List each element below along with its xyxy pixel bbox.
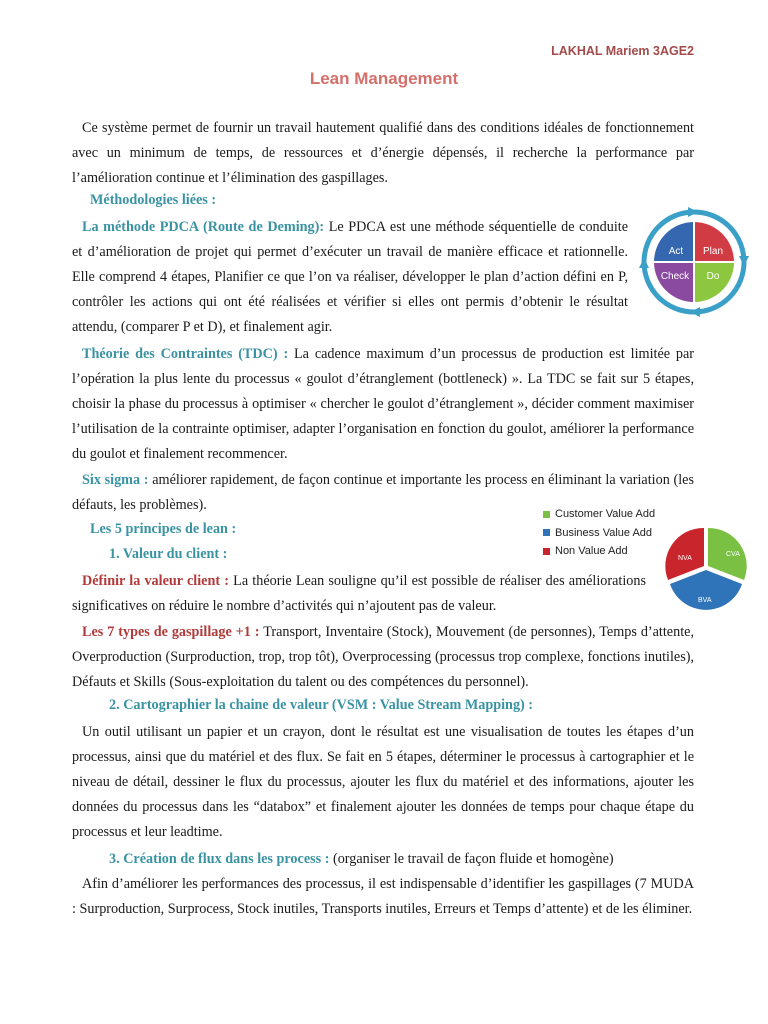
principle-1-heading: 1. Valeur du client : [109,546,228,562]
principle-3-line [109,847,694,872]
principle-3-heading: 3. Création de flux dans les process : [109,851,330,867]
legend-swatch-nva [543,548,550,555]
tdc-title: Théorie des Contraintes (TDC) : [82,346,289,362]
author-label: LAKHAL Mariem 3AGE2 [551,44,694,58]
value-chart-legend [543,505,655,561]
pdca-paragraph [72,215,628,340]
pdca-cycle-diagram [638,206,750,318]
legend-item-cva: Customer Value Add [543,505,655,524]
methodologies-heading: Méthodologies liées : [90,192,217,208]
pdca-title: La méthode PDCA (Route de Deming): [82,219,325,235]
value-pie-chart [658,522,754,614]
principle-3-tail: (organiser le travail de façon fluide et homogène) [329,851,614,867]
gaspillage-text: Transport, Inventaire (Stock), Mouvement (de personnes), Temps d’attente, Overproduction (Surproduction, trop, trop tôt), Overprocessing (processus trop complexe, fonctions inutiles), Défauts et Skills (Sous-exploitation du talent ou des compétences du personnel). [72,624,694,691]
valeur-title: Définir la valeur client : [82,573,229,589]
valeur-text: La théorie Lean souligne qu’il est possible de réaliser des améliorations significatives on réduire le nombre d’activités qui n’ajoutent pas de valeur. [72,573,646,615]
legend-swatch-bva [543,529,550,536]
legend-item-bva: Business Value Add [543,524,655,543]
gaspillage-title: Les 7 types de gaspillage +1 : [82,624,260,640]
principles-heading: Les 5 principes de lean : [90,521,237,537]
pdca-act-label: Act [668,246,684,257]
pdca-do-label: Do [706,271,720,282]
principle-2-heading: 2. Cartographier la chaine de valeur (VSM : Value Stream Mapping) : [109,697,534,713]
pdca-check-label: Check [660,271,690,282]
legend-swatch-cva [543,511,550,518]
intro-paragraph: Ce système permet de fournir un travail hautement qualifié dans des conditions idéales de fonctionnement avec un minimum de temps, de ressources et d’énergie dépensés, il recherche la performance par l’amélioration continue et l’élimination des gaspillages. [72,120,694,187]
pie-label-bva: BVA [698,597,712,604]
tdc-paragraph [72,342,694,467]
sixsigma-title: Six sigma : [82,472,149,488]
sixsigma-text: améliorer rapidement, de façon continue et importante les process en éliminant la variation (les défauts, les problèmes). [72,472,694,514]
gaspillage-paragraph [72,620,694,695]
flux-paragraph: Afin d’améliorer les performances des processus, il est indispensable d’identifier les gaspillages (7 MUDA : Surproduction, Surprocess, Stock inutiles, Transports inutiles, Erreurs et Temps d’attente) et de les éliminer. [72,876,694,918]
pdca-plan-label: Plan [702,246,724,257]
pie-label-cva: CVA [726,551,740,558]
valeur-paragraph [72,569,646,619]
pie-slice-nva [665,528,704,580]
pdca-text: Le PDCA est une méthode séquentielle de conduite et d’amélioration de projet qui permet d’exécuter un travail de manière efficace et rationnelle. Elle comprend 4 étapes, Planifier ce que l’on va réaliser, développer le plan d’action défini en P, contrôler les actions qui ont été réalisées et vérifier si elles ont permis d’obtenir le résultat attendu, (comparer P et D), et finalement agir. [72,219,629,336]
vsm-paragraph: Un outil utilisant un papier et un crayon, dont le résultat est une visualisation de toutes les étapes d’un processus, ainsi que du matériel et des flux. Se fait en 5 étapes, déterminer le processus à cartographier et le niveau de détail, dessiner le flux du processus, ajouter les flux du matériel et des informations, ajouter les données du processus dans les “databox” et finalement ajouter les données de temps pour chaque étape du processus et leur leadtime. [72,724,694,841]
pie-label-nva: NVA [678,555,692,562]
page-title: Lean Management [309,69,459,88]
tdc-text: La cadence maximum d’un processus de production est limitée par l’opération la plus lente du processus « goulot d’étranglement (bottleneck) ». La TDC se fait sur 5 étapes, choisir la phase du processus à optimiser « chercher le goulot d’étranglement », décider comment maximiser l’utilisation de la contrainte optimiser, adapter l’organisation en fonction du goulot, améliorer la performance du goulot et finalement recommencer. [72,346,694,463]
legend-item-nva: Non Value Add [543,542,655,561]
